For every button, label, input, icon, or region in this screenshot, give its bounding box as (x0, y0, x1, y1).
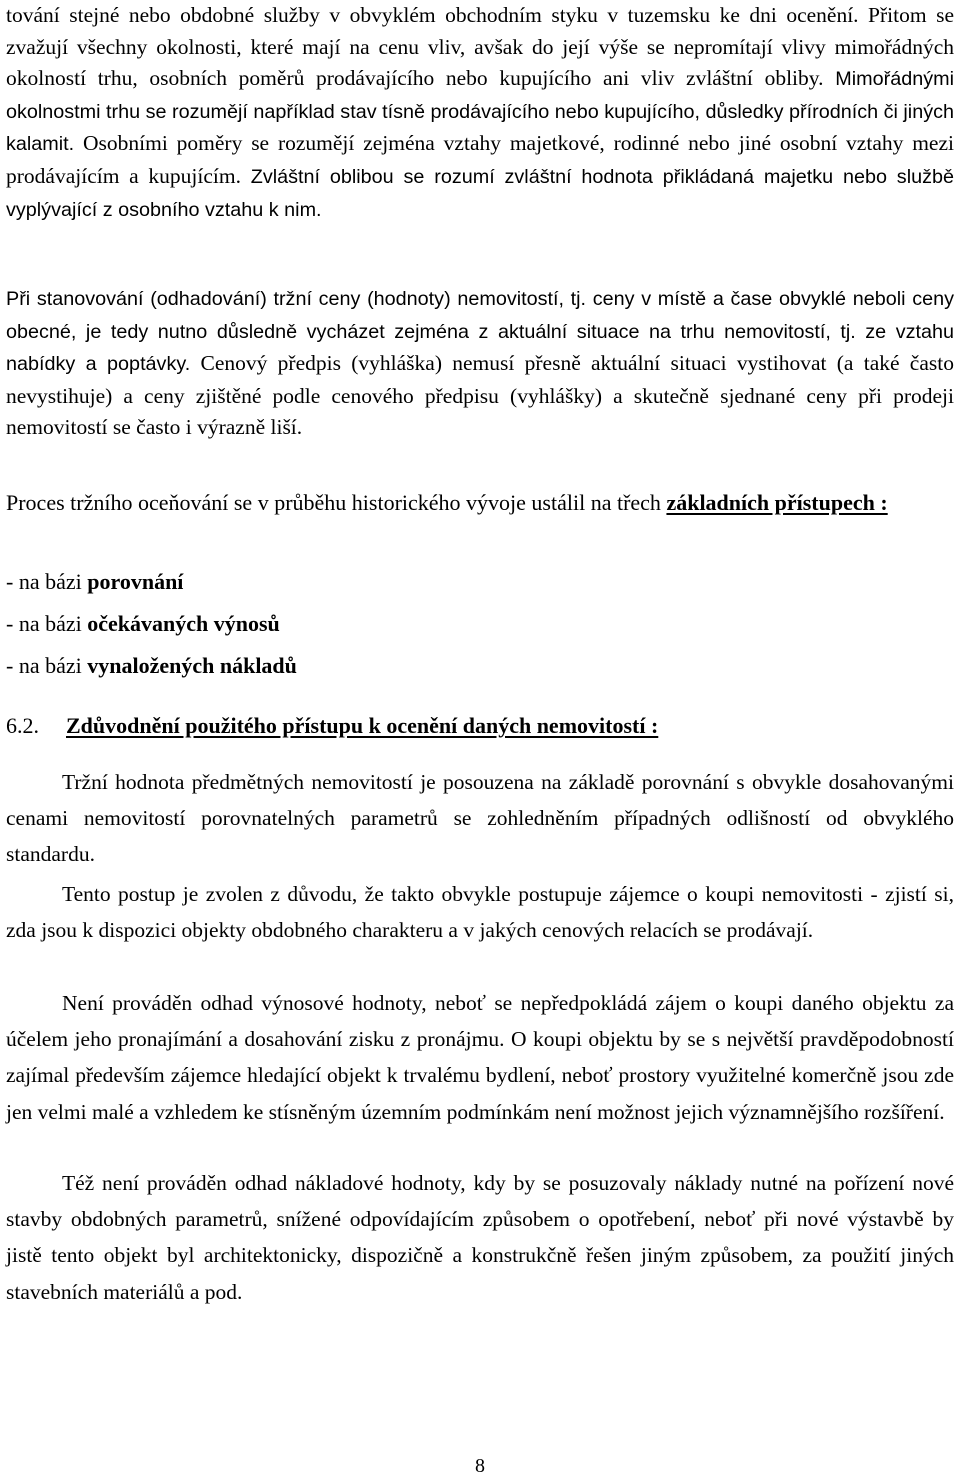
page-number: 8 (475, 1455, 485, 1477)
list-item (6, 652, 297, 680)
paragraph-method-reason: Tento postup je zvolen z důvodu, že takto obvykle postupuje zájemce o koupi nemovitosti - zjistí si, zda jsou k dispozici objekty obdobného charakteru a v jakých cenových relacích se prodávají. (6, 882, 954, 943)
text-run: Cenový předpis (vyhláška) nemusí přesně aktuální situaci vystihovat (a také často nevystihuje) a ceny zjištěné podle cenového předpisu (vyhlášky) a skutečně sjednané ceny při prodeji nemovitostí se často i výrazně liší. (6, 351, 954, 440)
paragraph-valuation-approaches (6, 484, 960, 522)
text-run: Při stanovování (odhadování) tržní ceny (hodnoty) nemovitostí, tj. ceny v místě a čase obvyklé neboli ceny obecné, je tedy nutno důsledně vycházet zejména z aktuální situace na trhu nemovitostí, tj. ze vztahu nabídky a poptávky. (6, 288, 954, 376)
section-title: Zdůvodnění použitého přístupu k ocenění daných nemovitostí : (66, 713, 659, 738)
underlined-term: základních přístupech : (666, 490, 888, 515)
text-run: Osobními poměry se rozumějí zejména vztahy majetkové, rodinné nebo jiné osobní vztahy mezi prodávajícím a kupujícím. (6, 131, 954, 188)
section-number: 6.2. (6, 713, 39, 738)
paragraph-income-value: Není prováděn odhad výnosové hodnoty, neboť se nepředpokládá zájem o koupi daného objektu za účelem jeho pronajímání a dosahování zisku z pronájmu. O koupi objektu by se s největší pravděpodobností zajímal především zájemce hledající objekt k trvalému bydlení, neboť prostory využitelné komerčně jsou zde jen velmi malé a vzhledem ke stísněným územním podmínkám není možnost jejich významnějšího rozšíření. (6, 991, 954, 1124)
text-run: Mimořádnými okolnostmi trhu se rozumějí například stav tísně prodávajícího nebo kupujícího, důsledky přírodních či jiných kalamit. (6, 68, 954, 156)
list-item (6, 568, 183, 596)
list-prefix: - na bázi (6, 653, 88, 678)
list-term: vynaložených nákladů (87, 653, 297, 678)
paragraph-comparison-method: Tržní hodnota předmětných nemovitostí je posouzena na základě porovnání s obvykle dosahovanými cenami nemovitostí porovnatelných parametrů se zohledněním případných odlišností od obvyklého standardu. (6, 770, 954, 867)
text-run: Zvláštní oblibou se rozumí zvláštní hodnota přikládaná majetku nebo službě vyplývající z osobního vztahu k nim. (6, 165, 954, 221)
paragraph-cost-value: Též není prováděn odhad nákladové hodnoty, kdy by se posuzovaly náklady nutné na pořízení nové stavby obdobných parametrů, snížené odpovídajícím způsobem o opotřebení, neboť při nové výstavbě by jistě tento objekt byl architektonicky, dispozičně a konstrukčně řešen jiným způsobem, za použití jiných stavebních materiálů a pod. (6, 1171, 954, 1304)
list-prefix: - na bázi (6, 569, 88, 594)
paragraph-market-situation (6, 283, 954, 444)
list-term: porovnání (87, 569, 184, 594)
section-heading (6, 712, 658, 740)
list-term: očekávaných výnosů (87, 611, 280, 636)
text-run: Proces tržního oceňování se v průběhu historického vývoje ustálil na třech (6, 490, 667, 515)
paragraph-market-price-definition (6, 0, 954, 226)
list-item (6, 610, 280, 638)
list-prefix: - na bázi (6, 611, 88, 636)
text-run: tování stejné nebo obdobné služby v obvyklém obchodním styku v tuzemsku ke dni ocenění. Přitom se zvažují všechny okolnosti, které mají na cenu vliv, avšak do její výše se nepromítají vlivy mimořádných okolností trhu, osobních poměrů prodávajícího nebo kupujícího ani vliv zvláštní obliby. (6, 3, 954, 91)
